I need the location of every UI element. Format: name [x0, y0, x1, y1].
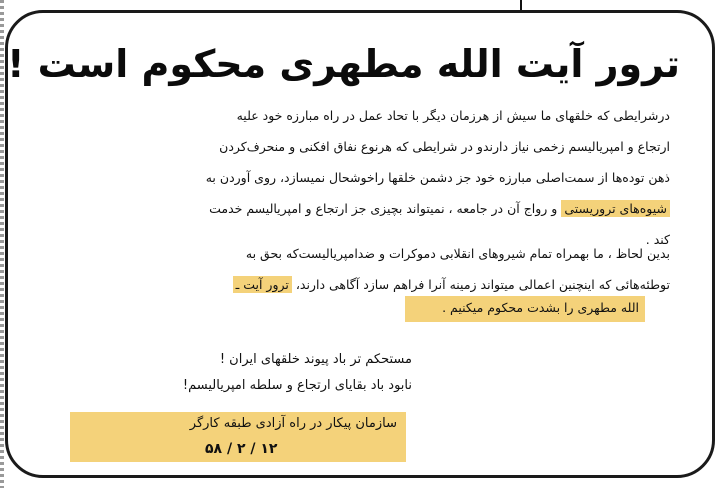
paragraph-1-line-1: درشرایطی که خلقهای ما سیش از هرزمان دیگر با تحاد عمل در راه مبارزه خود علیه [236, 108, 670, 123]
paragraph-1-line-4-text: و رواج آن در جامعه ، نمیتواند بچیزی جز ارتجاع و امپریالیسم خدمت [209, 201, 558, 216]
paragraph-2-line-3: الله مطهری را بشدت محکوم میکنیم . [442, 300, 639, 315]
document-title: ترور آیت الله مطهری محکوم است ! [7, 42, 680, 86]
paragraph-1-line-3: ذهن توده‌ها از سمت‌اصلی مبارزه خود جز دشمن خلقها راخوشحال نمیسازد، روی آوردن به [205, 170, 670, 185]
paragraph-1 [70, 100, 670, 260]
scan-edge [0, 0, 4, 488]
organization-name: سازمان پیکار در راه آزادی طبقه کارگر [189, 416, 397, 431]
highlight-terrorist-methods: شیوه‌های تروریستی [561, 200, 670, 217]
slogan-1: مستحکم تر باد پیوند خلقهای ایران ! [219, 352, 412, 367]
signature-date: ۵۸ / ۲ / ۱۲ [205, 441, 278, 457]
paragraph-2-line-2-text: توطئه‌هائی که اینچنین اعمالی میتواند زمینه آنرا فراهم سازد آگاهی دارند، [295, 277, 670, 292]
top-mark [520, 0, 522, 10]
highlight-terror-ayatollah: ترور آیت ـ [233, 276, 292, 293]
slogan-2: نابود باد بقایای ارتجاع و سلطه امپریالیسم! [182, 378, 412, 393]
paragraph-2-line-1: بدین لحاظ ، ما بهمراه تمام شیروهای انقلابی دموکرات و ضدامپریالیست‌که بحق به [245, 246, 670, 261]
paragraph-1-line-5: کند . [645, 232, 670, 247]
paragraph-1-line-4 [70, 193, 670, 224]
paragraph-1-line-2: ارتجاع و امپریالیسم زخمی نیاز دارندو در شرایطی که هرنوع نفاق افکنی و منحرف‌کردن [219, 139, 670, 154]
